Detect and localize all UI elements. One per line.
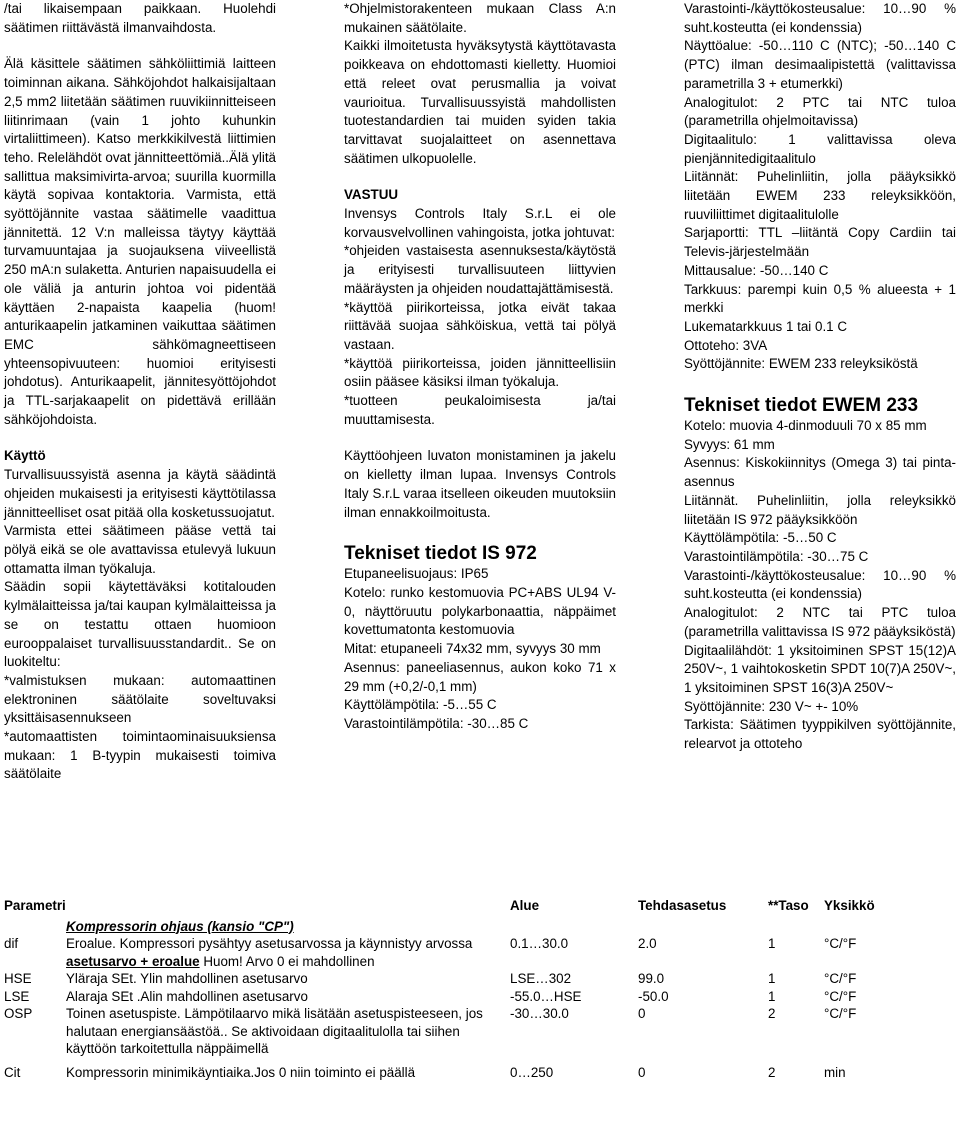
- paragraph: Säädin sopii käytettäväksi kotitalouden kylmälaitteissa ja/tai kaupan kylmälaitteissa ja se on testattu ottaen huomioon eurooppalaiset turvallisuusstandardit.. Se on luokiteltu:: [4, 579, 276, 670]
- heading-tekniset-tiedot-is972: Tekniset tiedot IS 972: [344, 543, 537, 565]
- header-alue: Alue: [510, 898, 540, 913]
- spec-line: Analogitulot: 2 NTC tai PTC tuloa (parametrilla valittavissa IS 972 pääyksiköstä): [684, 605, 956, 639]
- param-code: LSE: [4, 988, 30, 1004]
- param-unit: min: [824, 1064, 846, 1080]
- spec-line: Näyttöalue: -50…110 C (NTC); -50…140 C (PTC) ilman desimaalipistettä (valittavissa parametrilla 3 + etumerkki): [684, 38, 956, 91]
- spec-line: Mittausalue: -50…140 C: [684, 262, 829, 278]
- param-default: 99.0: [638, 971, 665, 986]
- param-range: -30…30.0: [510, 1006, 569, 1021]
- param-description: Yläraja SEt. Ylin mahdollinen asetusarvo: [66, 971, 308, 986]
- table-section-row: [4, 918, 956, 936]
- paragraph: *automaattisten toimintaominaisuuksiensa mukaan: 1 B-tyypin mukaisesti toimiva säätölaite: [4, 729, 276, 782]
- param-level: 1: [768, 936, 776, 951]
- spec-line: Liitännät. Puhelinliitin, jolla releyksikkö liitetään IS 972 pääyksikköön: [684, 492, 956, 527]
- spec-line: Tarkista: Säätimen tyyppikilven syöttöjännite, relearvot ja ottoteho: [684, 717, 956, 752]
- spec-line: Digitaalitulo: 1 valittavissa oleva pienjännitedigitaalitulo: [684, 131, 956, 166]
- param-code: dif: [4, 936, 19, 951]
- paragraph: Turvallisuussyistä asenna ja käytä säädintä ohjeiden mukaisesti ja erityisesti käyttötilassa jännitteelliset osat pitää olla kosketussuojatut.: [4, 467, 276, 520]
- spec-line: Analogitulot: 2 PTC tai NTC tuloa (parametrilla ohjelmoitavissa): [684, 94, 956, 129]
- spec-line: Syöttöjännite: EWEM 233 releyksiköstä: [684, 356, 918, 372]
- section-heading-vastuu: VASTUU: [344, 187, 399, 203]
- spec-line: Tarkkuus: parempi kuin 0,5 % alueesta + 1 merkki: [684, 281, 956, 316]
- param-description: Alaraja SEt .Alin mahdollinen asetusarvo: [66, 988, 308, 1004]
- param-description: Kompressorin minimikäyntiaika.Jos 0 niin toiminto ei päällä: [66, 1064, 416, 1080]
- spec-line: Varastointilämpötila: -30…85 C: [344, 715, 529, 731]
- column-middle: [344, 0, 616, 734]
- spec-line: Syvyys: 61 mm: [684, 436, 775, 452]
- param-description: Toinen asetuspiste. Lämpötilaarvo mikä lisätään asetuspisteeseen, jos halutaan energiansäästöä.. Se aktivoidaan digitaalitulolla tai siihen käyttöön tarkoitettulla näppäimellä: [66, 1006, 483, 1056]
- spec-line: Liitännät: Puhelinliitin, jolla pääyksikkö liitetään EWEM 233 releyksikköön, ruuviliittimet digitaalitulolle: [684, 169, 956, 222]
- param-default: -50.0: [638, 988, 669, 1004]
- paragraph: *käyttöä piirikorteissa, jotka eivät takaa riittävää suojaa sähköiskua, vettä tai pölyä vastaan.: [344, 299, 616, 352]
- paragraph: *käyttöä piirikorteissa, joiden jännitteellisiin osiin pääsee käsiksi ilman työkaluja.: [344, 355, 616, 390]
- spec-line: Digitaalilähdöt: 1 yksitoiminen SPST 15(12)A 250V~, 1 vaihtokosketin SPDT 10(7)A 250V~, 1 yksitoiminen SPST 16(3)A 250V~: [684, 642, 956, 695]
- param-unit: °C/°F: [824, 988, 857, 1004]
- param-range: 0…250: [510, 1064, 554, 1080]
- param-range: LSE…302: [510, 971, 572, 986]
- column-right: [684, 0, 956, 754]
- param-unit: °C/°F: [824, 1006, 857, 1021]
- spec-line: Mitat: etupaneeli 74x32 mm, syvyys 30 mm: [344, 641, 601, 657]
- param-default: 0: [638, 1006, 646, 1021]
- param-level: 2: [768, 1064, 776, 1080]
- column-left: [4, 0, 276, 784]
- spec-line: Etupaneelisuojaus: IP65: [344, 566, 489, 582]
- param-unit: °C/°F: [824, 971, 857, 986]
- section-title-kompressorin-ohjaus: Kompressorin ohjaus (kansio "CP"): [66, 918, 294, 934]
- spec-line: Varastointi-/käyttökosteusalue: 10…90 % suht.kosteutta (ei kondenssia): [684, 1, 956, 35]
- param-code: Cit: [4, 1064, 21, 1080]
- param-default: 2.0: [638, 936, 657, 951]
- param-range: -55.0…HSE: [510, 988, 582, 1004]
- param-default: 0: [638, 1064, 646, 1080]
- spec-line: Syöttöjännite: 230 V~ +- 10%: [684, 698, 859, 714]
- paragraph: *valmistuksen mukaan: automaattinen elektroninen säätölaite soveltuvaksi yksittäisasennukseen: [4, 672, 276, 726]
- spec-line: Kotelo: muovia 4-dinmoduuli 70 x 85 mm: [684, 418, 927, 434]
- param-level: 1: [768, 971, 776, 986]
- paragraph: Invensys Controls Italy S.r.L ei ole korvausvelvollinen vahingoista, jotka johtuvat:: [344, 206, 616, 240]
- spec-line: Varastointilämpötila: -30…75 C: [684, 548, 869, 564]
- header-parametri: Parametri: [4, 898, 66, 913]
- paragraph: *ohjeiden vastaisesta asennuksesta/käytöstä ja erityisesti turvallisuuteen liittyvien määräysten ja ohjeiden noudattajättämisestä.: [344, 243, 616, 296]
- spec-line: Asennus: Kiskokiinnitys (Omega 3) tai pinta-asennus: [684, 455, 956, 490]
- param-code: HSE: [4, 971, 32, 986]
- paragraph: Älä käsittele säätimen sähköliittimiä laitteen toiminnan aikana. Sähköjohdot halkaisijaltaan 2,5 mm2 liitetään säätimen ruuvikiinnitteiseen liitinrimaan (vain 1 johto kuhunkin virtaliittimeen). Katso merkkikilvestä liittimien teho. Relelähdöt ovat jännitteettömiä..Älä ylitä sallittua maksimivirta-arvoa; suurilla kuormilla käytä sopivaa kontaktoria. Varmista, että syöttöjännite vastaa säätimelle vaadittua jännitettä. 12 V:n malleissa täytyy käyttää turvamuuntajaa ja suojauksena viiveellistä 250 mA:n sulaketta. Anturien napaisuudella ei ole väliä ja anturin johtoa voi pidentää käyttäen 2-napaista kaapelia (huom! anturikaapelin jatkaminen vaikuttaa säätimen EMC sähkömagneettiseen yhteensopivuuteen: huomioi erityisesti johdotus). Anturikaapelit, jännitesyöttöjohdot ja TTL-sarjakaapelit on pidettävä erillään sähköjohdoista.: [4, 56, 276, 427]
- paragraph: *Ohjelmistorakenteen mukaan Class A:n mukainen säätölaite.: [344, 1, 616, 35]
- paragraph: Varmista ettei säätimeen pääse vettä tai pölyä eikä se ole avattavissa etulevyä lukuun ottamatta ilman työkaluja.: [4, 523, 276, 576]
- header-tehdasasetus: Tehdasasetus: [638, 898, 727, 913]
- table-row: [4, 935, 956, 970]
- header-taso: **Taso: [768, 898, 809, 913]
- section-heading-kaytto: Käyttö: [4, 448, 46, 464]
- paragraph: /tai likaisempaan paikkaan. Huolehdi säätimen riittävästä ilmanvaihdosta.: [4, 1, 276, 35]
- parameter-table: [4, 897, 956, 1081]
- spec-line: Lukematarkkuus 1 tai 0.1 C: [684, 318, 848, 334]
- table-row: [4, 1064, 956, 1082]
- spec-line: Asennus: paneeliasennus, aukon koko 71 x 29 mm (+0,2/-0,1 mm): [344, 659, 616, 694]
- paragraph: Käyttöohjeen luvaton monistaminen ja jakelu on kielletty ilman lupaa. Invensys Controls Italy S.r.L varaa itselleen oikeuden muutoksiin ilman ennakkoilmoitusta.: [344, 448, 616, 520]
- heading-tekniset-tiedot-ewem233: Tekniset tiedot EWEM 233: [684, 395, 919, 417]
- header-description: [66, 897, 510, 915]
- table-row: [4, 1005, 956, 1058]
- param-range: 0.1…30.0: [510, 936, 569, 951]
- param-level: 2: [768, 1006, 776, 1021]
- table-row: [4, 988, 956, 1006]
- spec-line: Varastointi-/käyttökosteusalue: 10…90 % suht.kosteutta (ei kondenssia): [684, 567, 956, 602]
- spec-line: Kotelo: runko kestomuovia PC+ABS UL94 V-0, näyttöruutu polykarbonaattia, näppäimet kovettumatonta kestomuovia: [344, 584, 616, 638]
- table-header-row: [4, 897, 956, 915]
- paragraph: Kaikki ilmoitetusta hyväksytystä käyttötavasta poikkeava on ehdottomasti kielletty. Huomioi että releet ovat perusmallia ja voivat vaurioitua. Turvallisuussyistä mahdollisten tuotestandardien tai muiden syiden takia tarvittavat suojalaitteet on asennettava säätimen ulkopuolelle.: [344, 38, 616, 166]
- table-row: [4, 970, 956, 988]
- header-yksikko: Yksikkö: [824, 898, 875, 913]
- param-unit: °C/°F: [824, 936, 857, 951]
- spec-line: Sarjaportti: TTL –liitäntä Copy Cardiin tai Televis-järjestelmään: [684, 225, 956, 260]
- paragraph: *tuotteen peukaloimisesta ja/tai muuttamisesta.: [344, 393, 616, 427]
- param-level: 1: [768, 988, 776, 1004]
- spec-line: Ottoteho: 3VA: [684, 337, 768, 353]
- param-code: OSP: [4, 1006, 33, 1021]
- param-description: Eroalue. Kompressori pysähtyy asetusarvossa ja käynnistyy arvossa asetusarvo + eroalue Huom! Arvo 0 ei mahdollinen: [66, 936, 473, 969]
- spec-line: Käyttölämpötila: -5…55 C: [344, 697, 497, 713]
- spec-line: Käyttölämpötila: -5…50 C: [684, 530, 837, 546]
